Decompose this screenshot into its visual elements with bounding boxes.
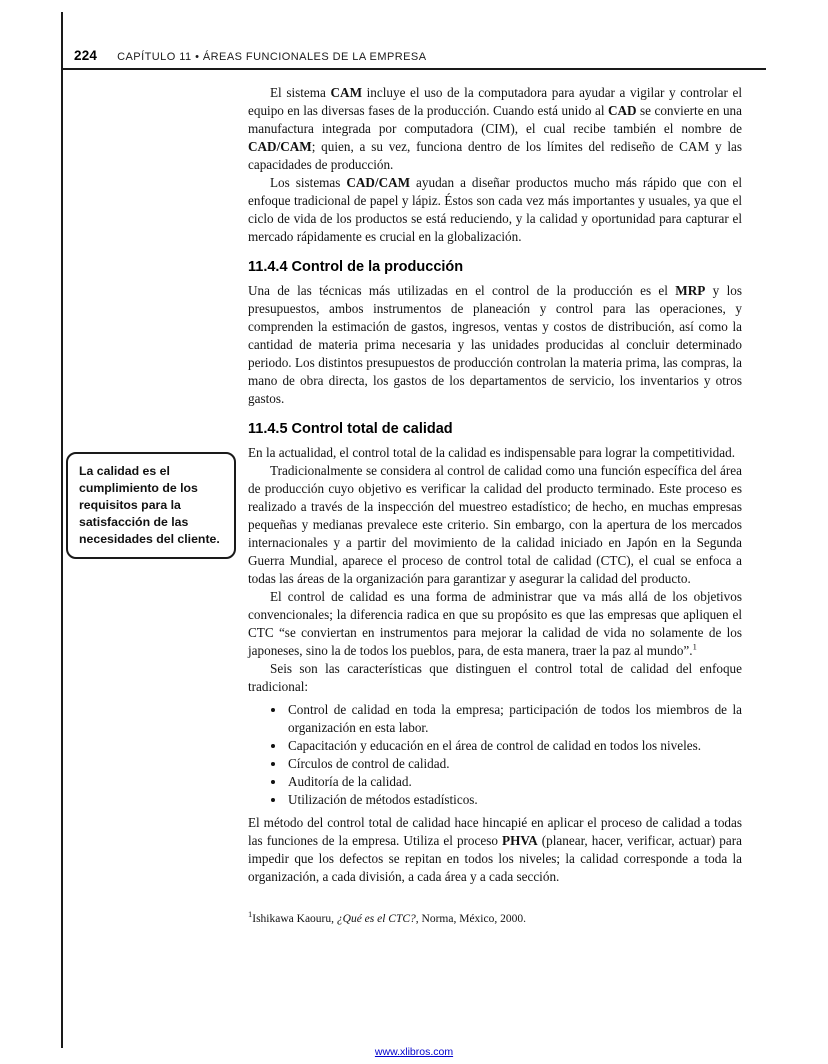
text-run: El control de calidad es una forma de administrar que va más allá de los objetivos convencionales; la diferencia radica en que su propósito es que las empresas que apliquen el CTC “se conviertan en instrumentos para mejorar la calidad de vida no solamente de los japoneses, sino la de todos los pueblos, para, de esta manera, traer la paz al mundo”.: [248, 589, 742, 658]
paragraph-seis: Seis son las características que distinguen el control total de calidad del enfoque tradicional:: [248, 661, 742, 694]
footnote-publisher: , Norma, México, 2000.: [415, 913, 526, 925]
footnote-title: ¿Qué es el CTC?: [336, 913, 416, 925]
text-run: ; quien, a su vez, funciona dentro de los límites del rediseño de CAM y las capacidades de producción.: [248, 139, 742, 172]
page-number: 224: [74, 48, 98, 63]
paragraph-metodo: [248, 814, 742, 886]
text-run-bold: CAD: [607, 103, 637, 118]
margin-note-box: [66, 452, 236, 559]
paragraph-produccion: [248, 282, 742, 408]
header-rule: [61, 68, 766, 70]
text-run: Los sistemas: [270, 175, 347, 190]
footnote: [248, 909, 742, 927]
text-run: ayudan a diseñar productos mucho más rápido que con el enfoque tradicional de papel y lápiz. Éstos son cada vez más importantes y usuales, ya que el ciclo de vida de los productos se está reduciendo, y la calidad y oportunidad para capturar el mercado rápidamente es crucial en la globalización.: [248, 175, 742, 244]
text-run: El método del control total de calidad hace hincapié en aplicar el proceso de calidad a todas las funciones de la empresa. Utiliza el proceso: [248, 815, 742, 848]
section-heading-1144: 11.4.4 Control de la producción: [248, 259, 464, 275]
text-run: El sistema: [270, 85, 331, 100]
list-item: • Utilización de métodos estadísticos.: [286, 791, 742, 809]
list-item: • Control de calidad en toda la empresa; participación de todos los miembros de la organización en esta labor.: [286, 701, 742, 737]
running-head: CAPÍTULO 11 • ÁREAS FUNCIONALES DE LA EMPRESA: [117, 51, 427, 63]
text-run: se convierte en una manufactura integrada por computadora (CIM), el cual recibe también el nombre de: [248, 103, 742, 136]
quality-characteristics-list: [248, 701, 742, 809]
footer-link[interactable]: www.xlibros.com: [374, 1046, 454, 1058]
margin-note-text: La calidad es el cumplimiento de los requisitos para la satisfacción de las necesidades del cliente.: [79, 464, 220, 546]
page-header: [74, 47, 427, 65]
paragraph-cadcam: [248, 174, 742, 246]
section-heading-1145: 11.4.5 Control total de calidad: [248, 421, 453, 437]
page-footer: [0, 1042, 828, 1060]
text-column: [248, 84, 742, 927]
footnote-reference: 1: [692, 641, 697, 652]
text-run-bold: MRP: [675, 283, 706, 298]
footnote-marker: 1: [248, 909, 253, 920]
text-run-bold: PHVA: [502, 833, 538, 848]
list-item: • Capacitación y educación en el área de control de calidad en todos los niveles.: [286, 737, 742, 755]
text-run-bold: CAM: [330, 85, 363, 100]
text-run: y los presupuestos, ambos instrumentos de planeación y control para las operaciones, y comprenden la estimación de gastos, ingresos, ventas y costos de distribución, así como la cantidad de materia prima necesaria y las unidades producidas al concluir determinado periodo. Los distintos presupuestos de producción controlan la materia prima, las compras, la mano de obra directa, los gastos de los departamentos de servicio, los inventarios y otros gastos.: [248, 283, 743, 406]
list-item: • Círculos de control de calidad.: [286, 755, 742, 773]
paragraph-cam: [248, 84, 742, 174]
footnote-author: Ishikawa Kaouru,: [252, 913, 337, 925]
text-run: incluye el uso de la computadora para ayudar a vigilar y controlar el equipo en las diversas fases de la producción. Cuando está unido al: [248, 85, 742, 118]
paragraph-actualidad: En la actualidad, el control total de la calidad es indispensable para lograr la competitividad.: [248, 445, 736, 460]
paragraph-ctc: [248, 588, 742, 660]
text-run-bold: CAD/CAM: [346, 175, 411, 190]
text-run: (planear, hacer, verificar, actuar) para impedir que los defectos se repitan en todos los niveles; la calidad corresponde a toda la organización, a cada división, a cada área y a cada sección.: [248, 833, 743, 884]
paragraph-tradicionalmente: Tradicionalmente se considera al control de calidad como una función específica del área de producción cuyo objetivo es verificar la calidad del producto terminado. Este proceso es realizado a través de la inspección del muestreo estadístico; de hecho, en muchas empresas pequeñas y medianas prevalece este criterio. Sin embargo, con la apertura de los mercados internacionales y a partir del movimiento de la calidad iniciado en Japón en la Segunda Guerra Mundial, aparece el proceso de control total de calidad (CTC), el cual se enfoca a todas las áreas de la organización para garantizar y asegurar la calidad del producto.: [248, 463, 742, 586]
left-margin-rule: [61, 12, 63, 1048]
text-run: Una de las técnicas más utilizadas en el control de la producción es el: [248, 283, 676, 298]
text-run-bold: CAD/CAM: [248, 139, 312, 154]
list-item: • Auditoría de la calidad.: [286, 773, 742, 791]
